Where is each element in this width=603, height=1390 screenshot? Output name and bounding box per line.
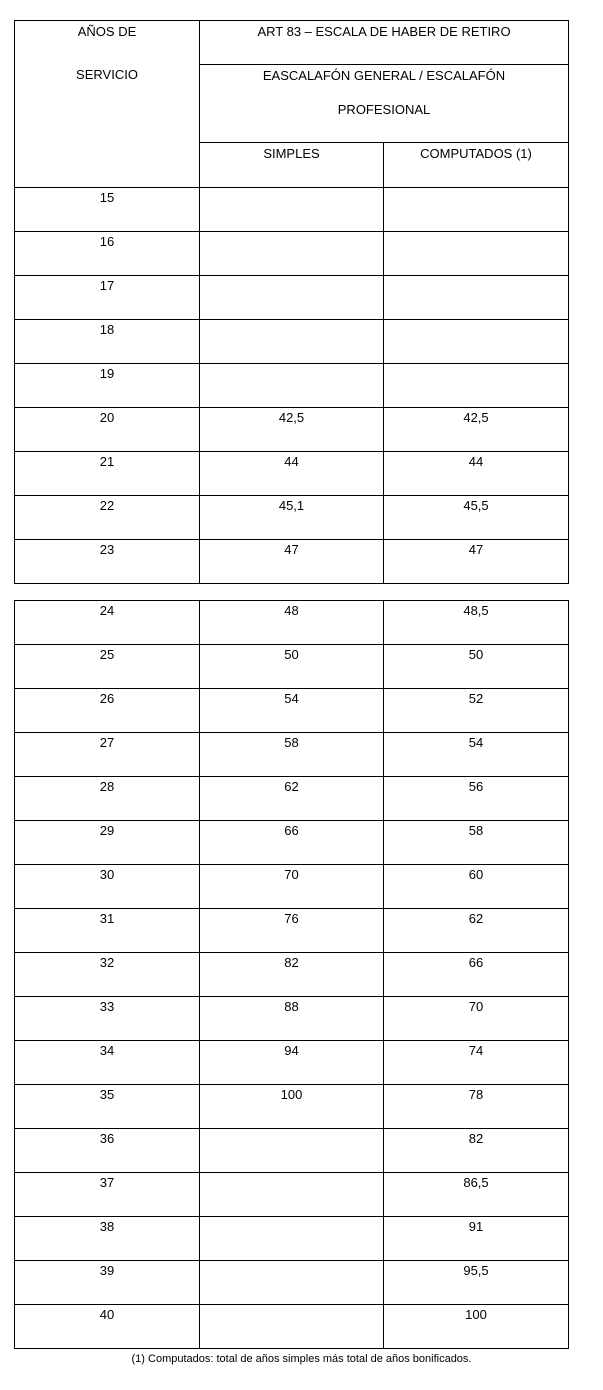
simples-cell: 94 bbox=[200, 1041, 384, 1085]
years-cell: 23 bbox=[15, 540, 200, 584]
table-row bbox=[15, 540, 569, 584]
simples-cell: 50 bbox=[200, 645, 384, 689]
years-cell: 36 bbox=[15, 1129, 200, 1173]
computados-cell bbox=[384, 188, 569, 232]
table-row bbox=[15, 777, 569, 821]
simples-cell: 100 bbox=[200, 1085, 384, 1129]
table-row bbox=[15, 188, 569, 232]
years-cell: 29 bbox=[15, 821, 200, 865]
years-cell: 28 bbox=[15, 777, 200, 821]
computados-cell bbox=[384, 320, 569, 364]
years-cell: 38 bbox=[15, 1217, 200, 1261]
computados-cell bbox=[384, 364, 569, 408]
escalafon-line2: PROFESIONAL bbox=[337, 102, 431, 117]
simples-cell bbox=[200, 232, 384, 276]
simples-cell: 58 bbox=[200, 733, 384, 777]
years-cell: 19 bbox=[15, 364, 200, 408]
years-cell: 31 bbox=[15, 909, 200, 953]
computados-cell: 44 bbox=[384, 452, 569, 496]
simples-cell: 54 bbox=[200, 689, 384, 733]
computados-cell: 70 bbox=[384, 997, 569, 1041]
simples-cell bbox=[200, 1173, 384, 1217]
simples-cell bbox=[200, 276, 384, 320]
years-cell: 24 bbox=[15, 601, 200, 645]
simples-column-header: SIMPLES bbox=[200, 143, 384, 188]
table-row bbox=[15, 1085, 569, 1129]
simples-cell bbox=[200, 1261, 384, 1305]
simples-cell: 70 bbox=[200, 865, 384, 909]
table2-body bbox=[15, 601, 569, 1349]
footnote: (1) Computados: total de años simples más total de años bonificados. bbox=[131, 1353, 472, 1365]
computados-cell: 100 bbox=[384, 1305, 569, 1349]
years-cell: 35 bbox=[15, 1085, 200, 1129]
table-row bbox=[15, 496, 569, 540]
years-cell: 17 bbox=[15, 276, 200, 320]
table-row bbox=[15, 865, 569, 909]
years-cell: 32 bbox=[15, 953, 200, 997]
table-row bbox=[15, 1261, 569, 1305]
simples-cell: 42,5 bbox=[200, 408, 384, 452]
table-row bbox=[15, 452, 569, 496]
simples-cell: 48 bbox=[200, 601, 384, 645]
years-cell: 39 bbox=[15, 1261, 200, 1305]
simples-cell: 88 bbox=[200, 997, 384, 1041]
table-row bbox=[15, 821, 569, 865]
simples-cell bbox=[200, 188, 384, 232]
table-row bbox=[15, 232, 569, 276]
table-row bbox=[15, 1217, 569, 1261]
computados-cell: 48,5 bbox=[384, 601, 569, 645]
years-header-line1: AÑOS DE bbox=[77, 24, 137, 39]
simples-cell: 62 bbox=[200, 777, 384, 821]
table-row bbox=[15, 689, 569, 733]
table-row bbox=[15, 364, 569, 408]
years-header-line2: SERVICIO bbox=[76, 67, 138, 82]
computados-cell: 66 bbox=[384, 953, 569, 997]
years-cell: 34 bbox=[15, 1041, 200, 1085]
computados-cell bbox=[384, 232, 569, 276]
table-row bbox=[15, 645, 569, 689]
years-cell: 22 bbox=[15, 496, 200, 540]
years-cell: 26 bbox=[15, 689, 200, 733]
computados-cell: 62 bbox=[384, 909, 569, 953]
retirement-scale-table-part-1 bbox=[14, 20, 569, 584]
simples-cell bbox=[200, 364, 384, 408]
computados-cell: 54 bbox=[384, 733, 569, 777]
simples-cell bbox=[200, 320, 384, 364]
header-row bbox=[15, 21, 569, 65]
years-cell: 40 bbox=[15, 1305, 200, 1349]
computados-cell: 82 bbox=[384, 1129, 569, 1173]
computados-cell: 95,5 bbox=[384, 1261, 569, 1305]
simples-cell: 45,1 bbox=[200, 496, 384, 540]
table-row bbox=[15, 408, 569, 452]
table-row bbox=[15, 601, 569, 645]
computados-cell: 74 bbox=[384, 1041, 569, 1085]
years-cell: 30 bbox=[15, 865, 200, 909]
simples-cell bbox=[200, 1217, 384, 1261]
years-cell: 21 bbox=[15, 452, 200, 496]
simples-cell: 76 bbox=[200, 909, 384, 953]
table-row bbox=[15, 1129, 569, 1173]
retirement-scale-table-part-2 bbox=[14, 600, 569, 1349]
computados-column-header: COMPUTADOS (1) bbox=[384, 143, 569, 188]
table-row bbox=[15, 1305, 569, 1349]
simples-cell bbox=[200, 1129, 384, 1173]
computados-cell: 86,5 bbox=[384, 1173, 569, 1217]
table-row bbox=[15, 997, 569, 1041]
years-cell: 18 bbox=[15, 320, 200, 364]
simples-cell: 47 bbox=[200, 540, 384, 584]
years-cell: 33 bbox=[15, 997, 200, 1041]
years-cell: 15 bbox=[15, 188, 200, 232]
table-row bbox=[15, 953, 569, 997]
years-cell: 27 bbox=[15, 733, 200, 777]
years-cell: 37 bbox=[15, 1173, 200, 1217]
computados-cell bbox=[384, 276, 569, 320]
article-title-header: ART 83 – ESCALA DE HABER DE RETIRO bbox=[200, 21, 569, 65]
computados-cell: 56 bbox=[384, 777, 569, 821]
table-row bbox=[15, 1041, 569, 1085]
escalafon-line1: EASCALAFÓN GENERAL / ESCALAFÓN bbox=[262, 68, 506, 83]
years-cell: 25 bbox=[15, 645, 200, 689]
years-cell: 20 bbox=[15, 408, 200, 452]
simples-cell: 82 bbox=[200, 953, 384, 997]
escalafon-header bbox=[200, 65, 569, 143]
table-row bbox=[15, 733, 569, 777]
computados-cell: 78 bbox=[384, 1085, 569, 1129]
years-cell: 16 bbox=[15, 232, 200, 276]
years-of-service-header bbox=[15, 21, 200, 188]
computados-cell: 91 bbox=[384, 1217, 569, 1261]
computados-cell: 60 bbox=[384, 865, 569, 909]
computados-cell: 42,5 bbox=[384, 408, 569, 452]
simples-cell bbox=[200, 1305, 384, 1349]
computados-cell: 45,5 bbox=[384, 496, 569, 540]
table-row bbox=[15, 909, 569, 953]
table-row bbox=[15, 320, 569, 364]
table-row bbox=[15, 276, 569, 320]
table1-body bbox=[15, 21, 569, 584]
computados-cell: 58 bbox=[384, 821, 569, 865]
computados-cell: 50 bbox=[384, 645, 569, 689]
computados-cell: 47 bbox=[384, 540, 569, 584]
table-row bbox=[15, 1173, 569, 1217]
simples-cell: 66 bbox=[200, 821, 384, 865]
computados-cell: 52 bbox=[384, 689, 569, 733]
simples-cell: 44 bbox=[200, 452, 384, 496]
